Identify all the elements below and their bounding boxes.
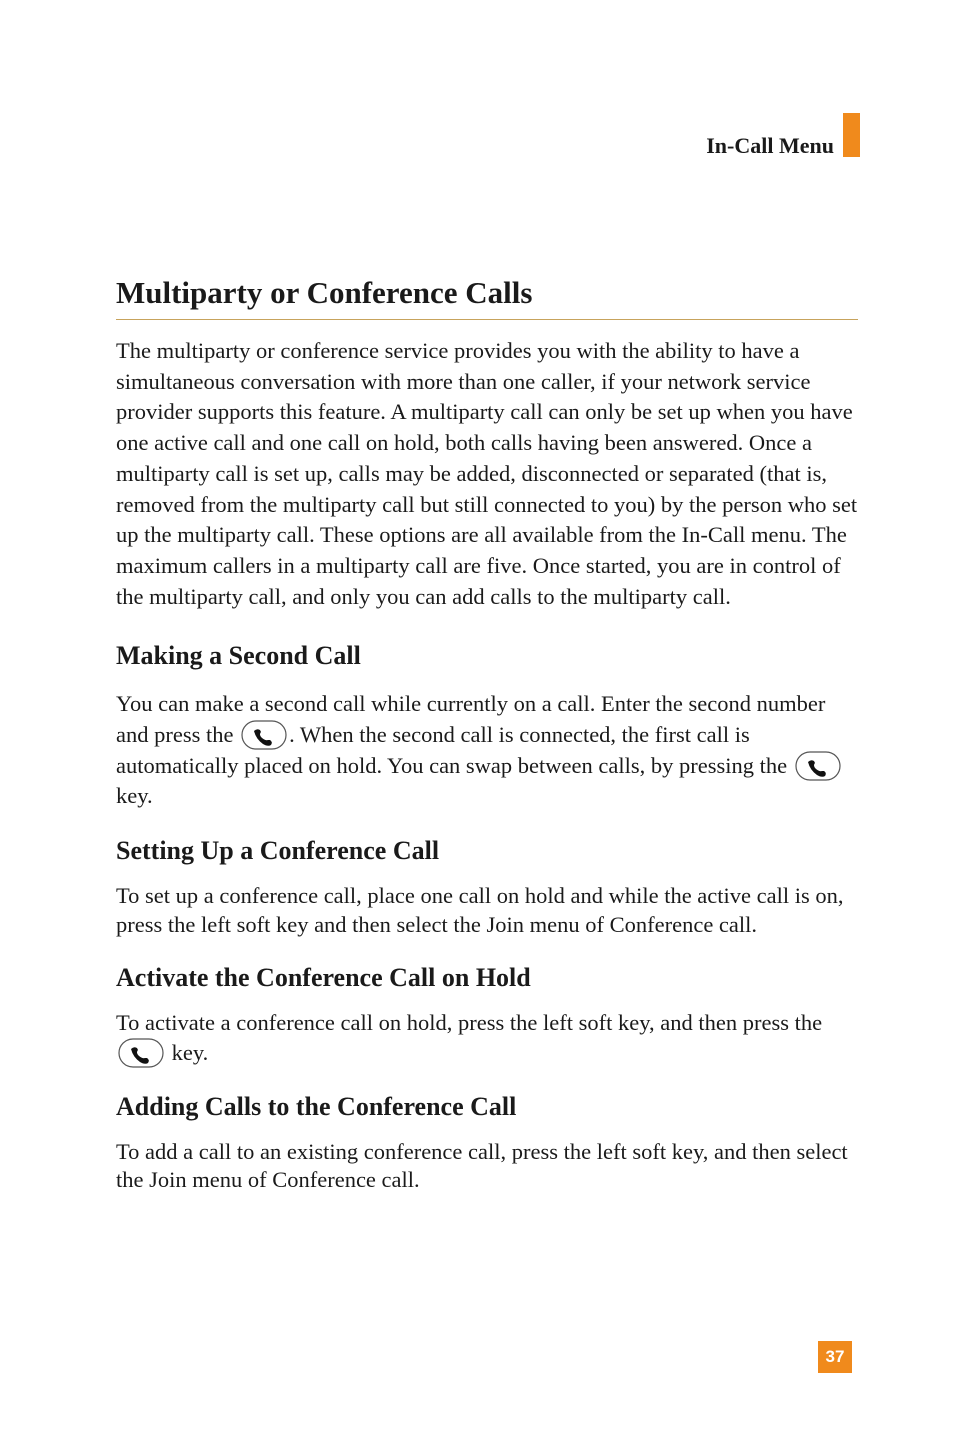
section-title-making-second-call: Making a Second Call: [116, 641, 361, 671]
page-content: [116, 272, 858, 1195]
page-number-badge: 37: [818, 1341, 852, 1373]
section-title-activate-on-hold: Activate the Conference Call on Hold: [116, 963, 531, 993]
section-body-activate-on-hold: [116, 1009, 858, 1068]
header-accent-tab: [843, 113, 860, 157]
send-key-icon: [118, 1038, 164, 1068]
section-title-adding-calls: Adding Calls to the Conference Call: [116, 1091, 517, 1121]
send-key-icon: [795, 751, 841, 781]
section-body-adding-calls: To add a call to an existing conference call, press the left soft key, and then select the Join menu of Conference call.: [116, 1138, 848, 1193]
section-body-making-second-call: [116, 689, 858, 812]
title-divider: [116, 319, 858, 320]
page-title: Multiparty or Conference Calls: [116, 275, 533, 310]
body-text: . When the second call is connected, the first call is automatically placed on hold. You can swap between calls, by pressing the: [116, 722, 788, 778]
body-text: You can make a second call while currently on a call. Enter the second number and press the: [116, 691, 826, 748]
intro-paragraph: The multiparty or conference service provides you with the ability to have a simultaneous conversation with more than one caller, if your network service provider supports this feature. A multiparty call can only be set up when you have one active call and one call on hold, both calls having been answered. Once a multiparty call is set up, calls may be added, disconnected or separated (that is, removed from the multiparty call but still connected to you) by the person who set up the multiparty call. These options are all available from the In-Call menu. The maximum callers in a multiparty call are five. Once started, you are in control of the multiparty call, and only you can add calls to the multiparty call.: [116, 338, 858, 609]
section-title-setting-up-conference: Setting Up a Conference Call: [116, 836, 440, 866]
running-header-label: In-Call Menu: [706, 133, 834, 158]
body-text: key.: [116, 783, 153, 809]
send-key-icon: [241, 720, 287, 750]
body-text: To activate a conference call on hold, press the left soft key, and then press the: [116, 1010, 823, 1036]
body-text: key.: [171, 1039, 209, 1065]
section-body-setting-up-conference: To set up a conference call, place one call on hold and while the active call is on, press the left soft key and then select the Join menu of Conference call.: [116, 883, 844, 937]
